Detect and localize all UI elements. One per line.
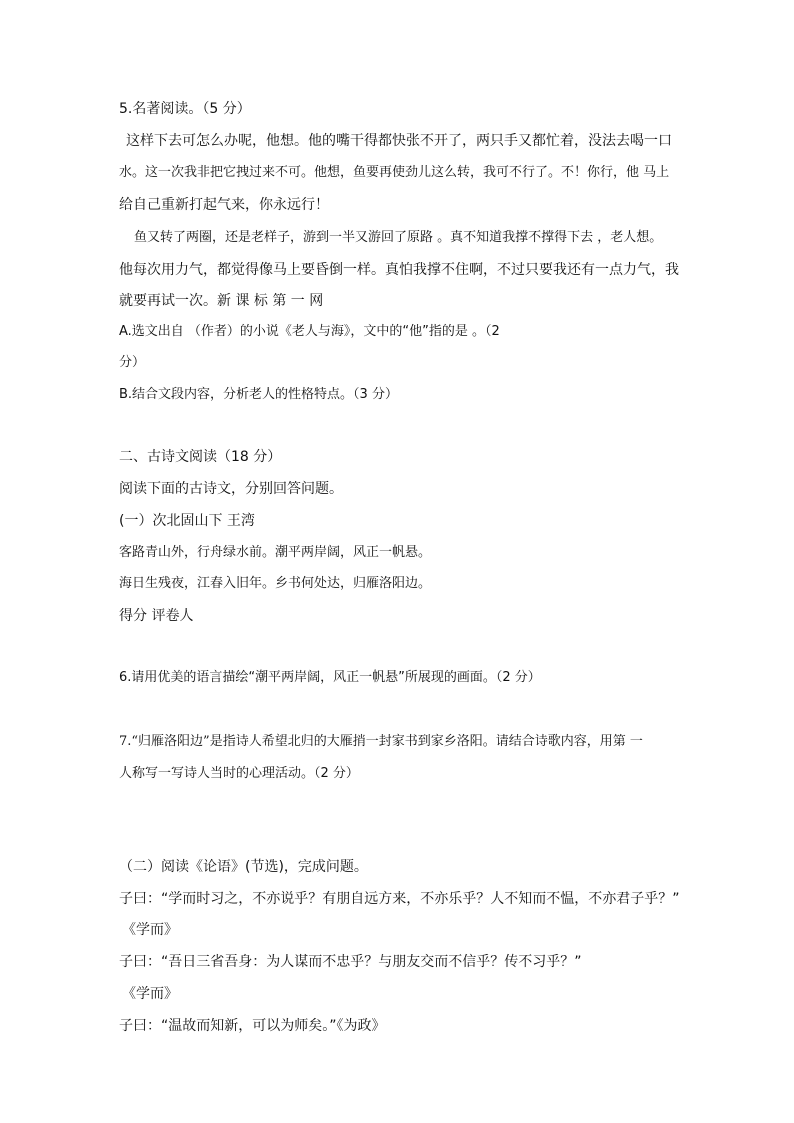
subsection-title: （二）阅读《论语》(节选)，完成问题。 <box>119 859 368 875</box>
question-5a: A.选文出自 （作者）的小说《老人与海》，文中的“他”指的是 。（2 <box>119 324 500 339</box>
passage-line: 给自己重新打起气来，你永远行！ <box>119 197 329 213</box>
question-6: 6.请用优美的语言描绘“潮平两岸阔，风正一帆悬”所展现的画面。（2 分） <box>119 670 541 685</box>
question-5b: B.结合文段内容，分析老人的性格特点。（3 分） <box>119 387 398 402</box>
section-heading: 二、古诗文阅读（18 分） <box>119 449 282 465</box>
question-5-title: 5.名著阅读。（5 分） <box>119 101 251 117</box>
passage-line: 这样下去可怎么办呢，他想。他的嘴干得都快张不开了，两只手又都忙着，没法去喝一口 <box>126 133 672 149</box>
poem-title: (一）次北固山下 王湾 <box>119 513 255 529</box>
passage-line: 水。这一次我非把它拽过来不可。他想，鱼要再使劲儿这么转，我可不行了。不！你行，他 马上 <box>119 165 670 180</box>
analects-line: 子曰：“学而时习之，不亦说乎？有朋自远方来，不亦乐乎？人不知而不愠，不亦君子乎？” <box>119 891 680 907</box>
poem-line: 客路青山外，行舟绿水前。潮平两岸阔，风正一帆悬。 <box>119 545 432 560</box>
analects-source: 《学而》 <box>122 986 178 1002</box>
question-5a-continued: 分） <box>119 355 146 370</box>
question-7-continued: 人称写一写诗人当时的心理活动。（2 分） <box>119 766 359 781</box>
score-label: 得分 评卷人 <box>119 608 194 624</box>
analects-source: 《学而》 <box>122 922 178 938</box>
analects-line: 子曰：“吾日三省吾身：为人谋而不忠乎？与朋友交而不信乎？传不习乎？” <box>119 954 582 970</box>
question-7: 7.“归雁洛阳边”是指诗人希望北归的大雁捎一封家书到家乡洛阳。请结合诗歌内容，用第 一 <box>119 734 643 749</box>
section-intro: 阅读下面的古诗文，分别回答问题。 <box>119 481 343 497</box>
passage-line: 就要再试一次。新 课 标 第 一 网 <box>119 293 324 309</box>
analects-line: 子曰：“温故而知新，可以为师矣。”《为政》 <box>119 1018 386 1034</box>
passage-line: 鱼又转了两圈，还是老样子，游到一半又游回了原路 。真不知道我撑不撑得下去 ，老人想。 <box>134 230 663 245</box>
poem-line: 海日生残夜，江春入旧年。乡书何处达，归雁洛阳边。 <box>119 576 432 591</box>
passage-line: 他每次用力气，都觉得像马上要昏倒一样。真怕我撑不住啊，不过只要我还有一点力气，我 <box>119 262 679 278</box>
